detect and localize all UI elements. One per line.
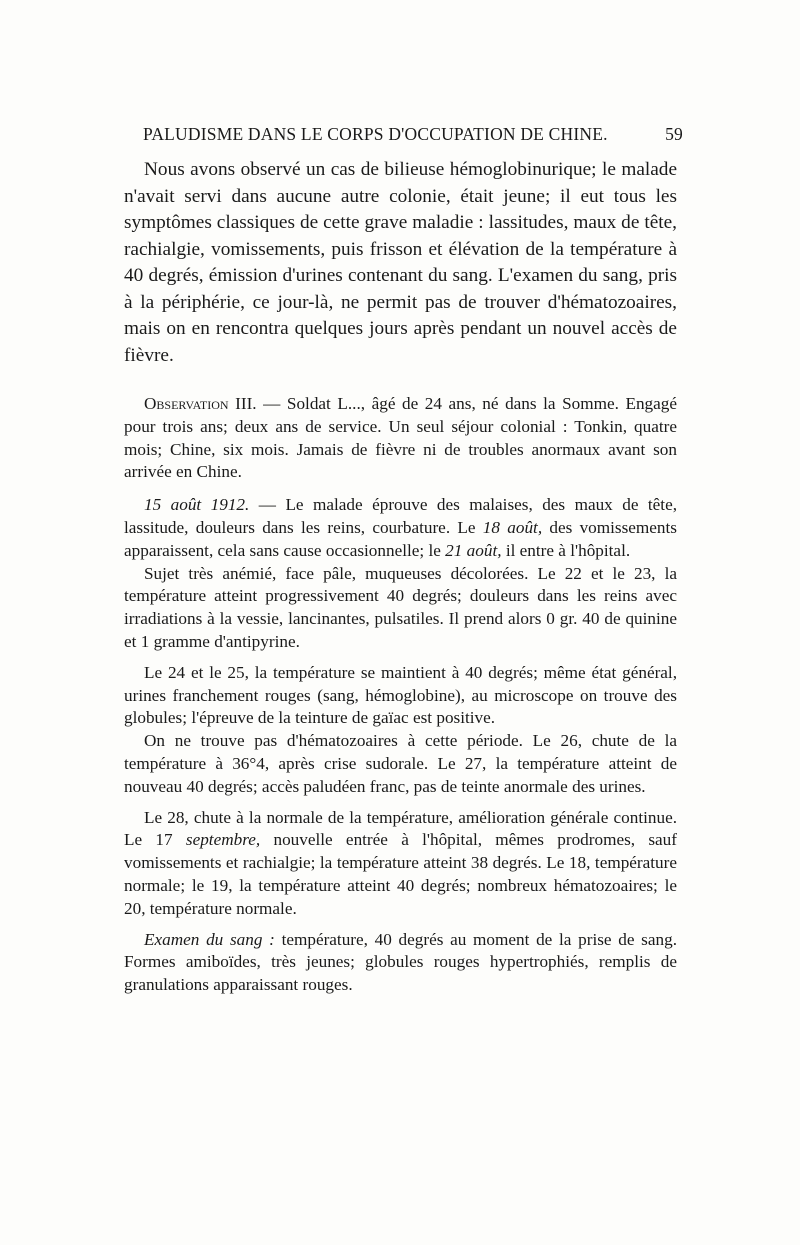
- observation-intro-paragraph: [124, 393, 677, 484]
- p1-text-c: il entre à l'hôpital.: [501, 540, 631, 560]
- running-head-title: PALUDISME DANS LE CORPS D'OCCUPATION DE CHINE.: [143, 124, 608, 144]
- observation-intro-text: Soldat L..., âgé de 24 ans, né dans la Somme. Engagé pour trois ans; deux ans de service. Un seul séjour colonial : Tonkin, quatre mois; Chine, six mois. Jamais de fièvre ni de troubles anormaux avant son arrivée en Chine.: [124, 394, 678, 482]
- date-18-aout: 18 août,: [482, 517, 543, 537]
- date-21-aout: 21 août,: [445, 540, 502, 560]
- p5-text-b: nouvelle entrée à l'hôpital, mêmes prodromes, sauf vomissements et rachialgie; la température atteint 38 degrés. Le 18, température normale; le 19, la température atteint 40 degrés; nombreux hématozoaires; le 20, température normale.: [124, 830, 677, 918]
- observation-paragraph-3: Le 24 et le 25, la température se maintient à 40 degrés; même état général, urines franchement rouges (sang, hémoglobine), au microscope on trouve des globules; l'épreuve de la teinture de gaïac est positive.: [124, 662, 677, 728]
- observation-paragraph-6: [124, 929, 677, 997]
- observation-dash: —: [256, 394, 287, 413]
- p6-text: température, 40 degrés au moment de la prise de sang. Formes amiboïdes, très jeunes; globules rouges hypertrophiés, remplis de granulations apparaissant rouges.: [124, 929, 677, 995]
- page-number: 59: [665, 124, 683, 144]
- intro-section: [124, 157, 677, 369]
- p5-text-a: Le 28, chute à la normale de la température, amélioration générale continue. Le 17: [124, 807, 677, 850]
- observation-paragraph-1: [124, 494, 677, 562]
- month-septembre: septembre,: [185, 830, 261, 850]
- running-head: [143, 124, 683, 145]
- examen-du-sang-label: Examen du sang :: [144, 929, 275, 949]
- observation-paragraph-5: [124, 807, 677, 921]
- observation-section: [124, 393, 677, 997]
- p1-text-a: Le malade éprouve des malaises, des maux de tête, lassitude, douleurs dans les reins, courbature. Le: [124, 495, 678, 537]
- observation-paragraph-4: On ne trouve pas d'hématozoaires à cette période. Le 26, chute de la température à 36°4, après crise sudorale. Le 27, la température atteint de nouveau 40 degrés; accès paludéen franc, pas de teinte anormale des urines.: [124, 731, 677, 796]
- intro-paragraph: Nous avons observé un cas de bilieuse hémoglobinurique; le malade n'avait servi dans aucune autre colonie, était jeune; il eut tous les symptômes classiques de cette grave maladie : lassitudes, maux de tête, rachialgie, vomissements, puis frisson et élévation de la température à 40 degrés, émission d'urines contenant du sang. L'examen du sang, pris à la périphérie, ce jour-là, ne permit pas de trouver d'hématozoaires, mais on en rencontra quelques jours après pendant un nouvel accès de fièvre.: [124, 159, 677, 366]
- p1-dash: —: [249, 495, 286, 515]
- observation-paragraph-2: Sujet très anémié, face pâle, muqueuses décolorées. Le 22 et le 23, la température atteint progressivement 40 degrés; douleurs dans les reins avec irradiations à la vessie, lancinantes, pulsatiles. Il prend alors 0 gr. 40 de quinine et 1 gramme d'antipyrine.: [124, 563, 677, 651]
- observation-label: Observation III.: [144, 394, 257, 413]
- body-text: [124, 157, 677, 997]
- p1-text-b: des vomissements apparaissent, cela sans cause occasionnelle; le: [124, 517, 677, 560]
- date-15-aout: 15 août 1912.: [144, 495, 250, 515]
